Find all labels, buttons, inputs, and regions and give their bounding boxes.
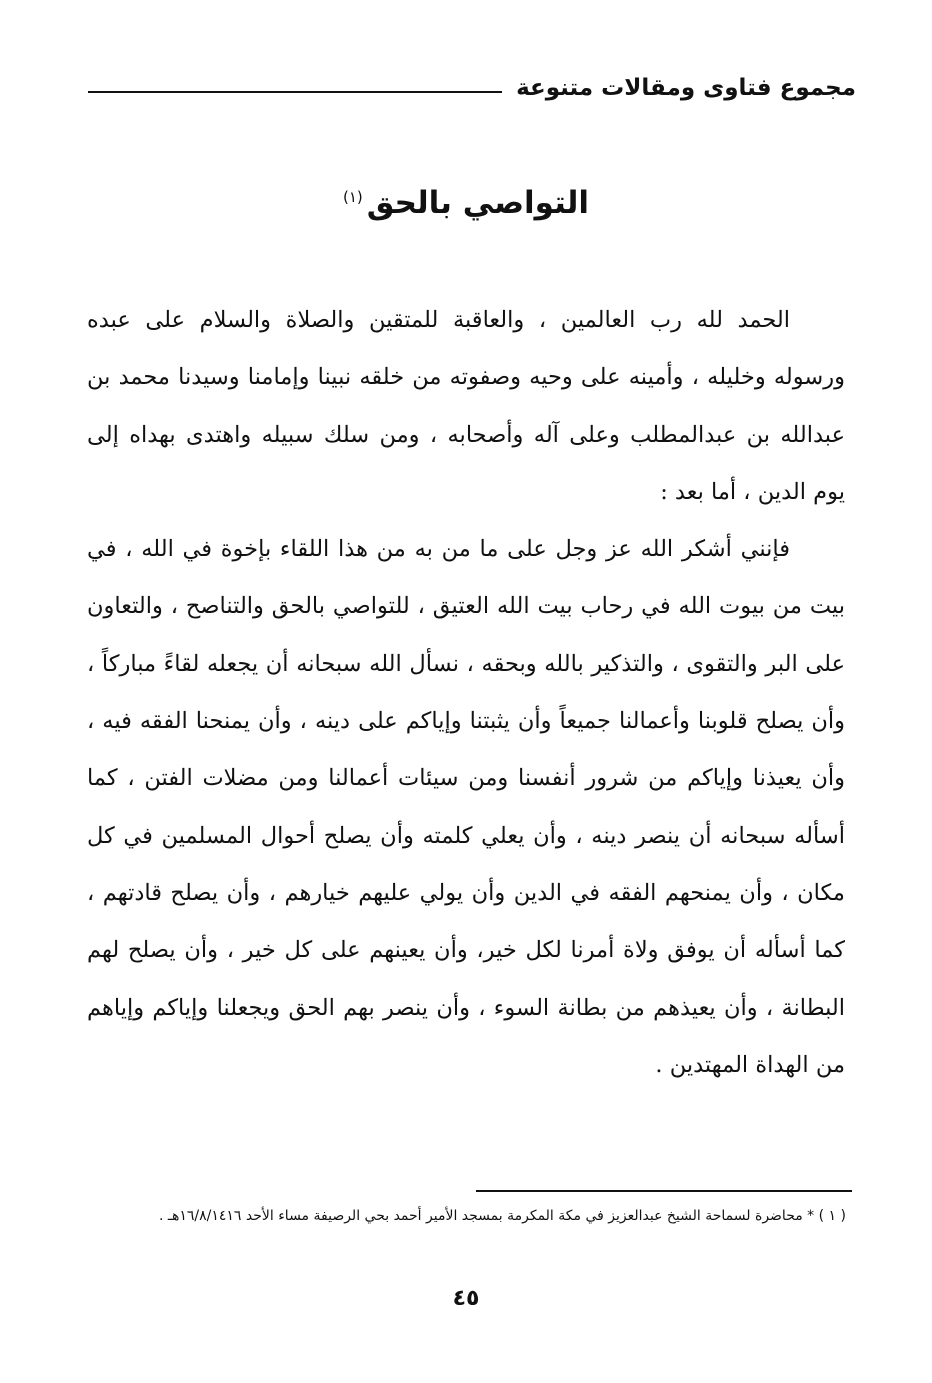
paragraph-opening: الحمد لله رب العالمين ، والعاقبة للمتقين والصلاة والسلام على عبده ورسوله وخليله ، وأمينه على وحيه وصفوته من خلقه نبينا وإمامنا وسيدنا محمد بن عبدالله بن عبدالمطلب وعلى آله وأصحابه ، ومن سلك سبيله واهتدى بهداه إلى يوم الدين ، أما بعد : [87, 307, 845, 505]
page-number: ٤٥ [452, 1286, 480, 1311]
footnote: ( ١ ) * محاضرة لسماحة الشيخ عبدالعزيز في مكة المكرمة بمسجد الأمير أحمد بحي الرصيفة مساء الأحد ١٦/٨/١٤١٦هـ . [158, 1208, 846, 1224]
article-title: التواصي بالحق [366, 185, 590, 221]
running-header-title: مجموع فتاوى ومقالات متنوعة [516, 75, 856, 101]
running-header [88, 68, 856, 108]
footnote-rule [476, 1190, 852, 1192]
paragraph-main: فإنني أشكر الله عز وجل على ما من به من هذا اللقاء بإخوة في الله ، في بيت من بيوت الله في رحاب بيت الله العتيق ، للتواصي بالحق والتناصح ، والتعاون على البر والتقوى ، والتذكير بالله وبحقه ، نسأل الله سبحانه أن يجعله لقاءً مباركاً ، وأن يصلح قلوبنا وأعمالنا جميعاً وأن يثبتنا وإياكم على دينه ، وأن يمنحنا الفقه فيه ، وأن يعيذنا وإياكم من شرور أنفسنا ومن سيئات أعمالنا ومن مضلات الفتن ، كما أسأله سبحانه أن ينصر دينه ، وأن يعلي كلمته وأن يصلح أحوال المسلمين في كل مكان ، وأن يمنحهم الفقه في الدين وأن يولي عليهم خيارهم ، وأن يصلح قادتهم ، كما أسأله أن يوفق ولاة أمرنا لكل خير، وأن يعينهم على كل خير ، وأن يصلح لهم البطانة ، وأن يعيذهم من بطانة السوء ، وأن ينصر بهم الحق ويجعلنا وإياكم وإياهم من الهداة المهتدين . [87, 536, 845, 1078]
article-body [87, 292, 845, 1094]
header-rule [88, 91, 502, 93]
footnote-reference[interactable]: (١) [342, 187, 363, 206]
article-heading [0, 185, 932, 221]
